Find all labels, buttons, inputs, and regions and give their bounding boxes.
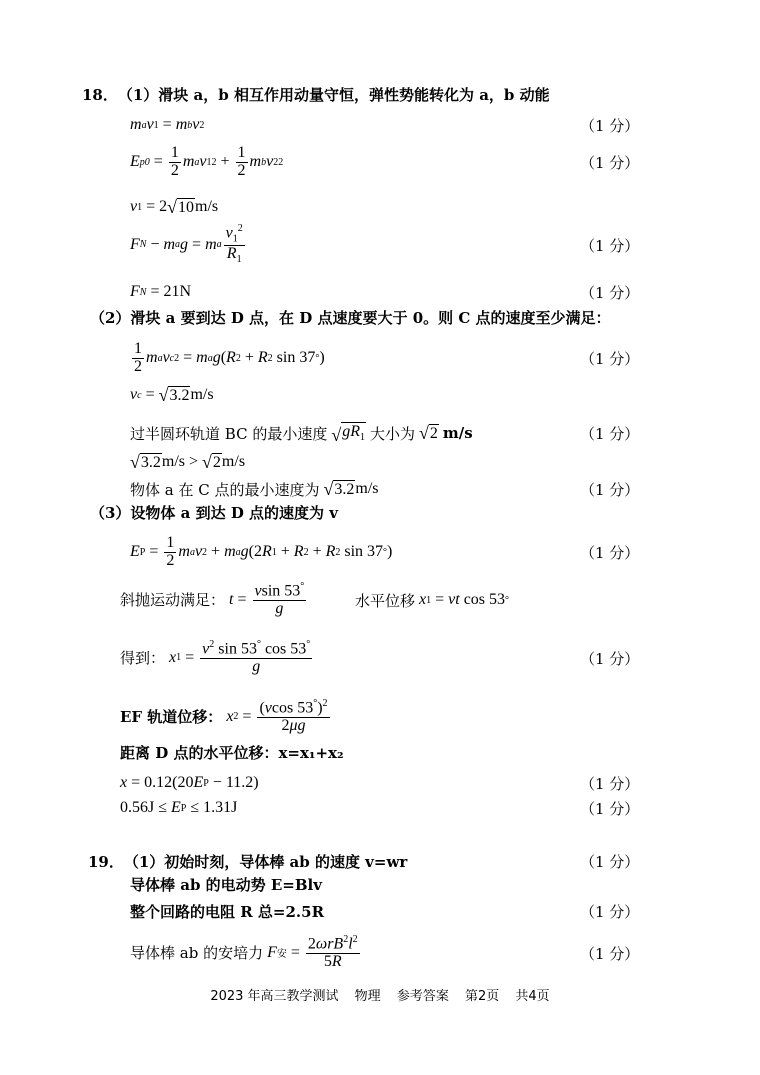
line8-part-b: 大小为 <box>370 424 416 443</box>
q19-line2-text: 导体棒 ab 的电动势 E=Blv <box>130 875 322 894</box>
eq-vc-energy: $\frac{1}{2}$ m a v c 2 = m a g ( R 2 + R 2 sin 37 ° ) <box>134 339 325 375</box>
eq-normal-force: F N − m a g = m a $\frac{v_1^2}{R_1}$ <box>130 223 243 266</box>
score-label: （1 分） <box>580 116 640 135</box>
text-row <box>0 447 760 477</box>
ampere-force: 导体棒 ab 的安培力 F 安 = $\frac{2\omega rB^2l^2}{5R}$ <box>130 934 358 971</box>
eq-vc: v c = √ 3.2 m/s <box>130 385 214 406</box>
equation-row <box>0 222 760 268</box>
score-label: （1 分） <box>580 349 640 368</box>
line14-part-a: EF 轨道位移： <box>120 708 223 727</box>
distance-d: 距离 D 点的水平位移：x=x₁+x₂ <box>120 743 344 762</box>
text-row <box>0 578 760 622</box>
footer-page: 第2页 <box>464 989 500 1004</box>
equation-row <box>0 336 760 380</box>
x1-result: 得到： x 1 = $\frac{v^2 \sin 53^\circ \cos 53^\circ}{g}$ <box>120 639 311 676</box>
q18-p3-head: （3）设物体 a 到达 D 点的速度为 v <box>90 503 338 522</box>
q18-part1-heading <box>0 79 760 109</box>
equation-row <box>0 110 760 140</box>
eq-ep-range: 0.56J ≤ E P ≤ 1.31J <box>120 799 238 816</box>
score-label: （1 分） <box>580 283 640 302</box>
score-label: （1 分） <box>580 236 640 255</box>
line8-part-a: 过半圆环轨道 BC 的最小速度 <box>130 424 328 443</box>
score-label: （1 分） <box>580 852 640 871</box>
footer-title: 2023 年高三教学测试 <box>210 989 339 1004</box>
q19-line2 <box>0 869 760 899</box>
q18-part3-heading <box>0 497 760 527</box>
score-label: （1 分） <box>580 902 640 921</box>
ef-displacement: EF 轨道位移： x 2 = $\frac{(vcos 53^\circ)^2}{2\mu g}$ <box>120 698 328 735</box>
line12-part-b: 水平位移 <box>355 591 416 610</box>
line8-unit: m/s <box>442 424 473 442</box>
equation-row <box>0 192 760 222</box>
text-row <box>0 636 760 680</box>
q18-p1-head: （1）滑块 a，b 相互作用动量守恒，弹性势能转化为 a，b 动能 <box>117 85 550 104</box>
score-label: （1 分） <box>580 480 640 499</box>
projectile-time: 斜抛运动满足： t = $\frac{vsin 53^\circ}{g}$ <box>120 581 305 618</box>
line13-part-a: 得到： <box>120 649 166 668</box>
line4-part-a: 导体棒 ab 的安培力 <box>130 944 264 963</box>
score-label: （1 分） <box>580 799 640 818</box>
eq-ep: E P = $\frac{1}{2}$ m a v 2 + m a g (2 R 1 + R 2 + R 2 sin 37 ° ) <box>130 533 393 569</box>
eq-v1: v 1 = 2 √ 10 m/s <box>130 197 219 218</box>
eq-momentum: m a v 1 = m b v 2 <box>130 116 205 133</box>
score-label: （1 分） <box>580 944 640 963</box>
line12-part-a: 斜抛运动满足： <box>120 591 226 610</box>
eq-x: x = 0.12(20 E P − 11.2) <box>120 774 259 791</box>
q19-line3 <box>0 896 760 926</box>
equation-row <box>0 530 760 574</box>
q19-line4 <box>0 930 760 976</box>
equation-row <box>0 793 760 823</box>
speed-comparison: √ 3.2 m/s > √ 2 m/s <box>130 452 246 473</box>
q18-p2-head: （2）滑块 a 要到达 D 点，在 D 点速度要大于 0。则 C 点的速度至少满足： <box>90 308 611 327</box>
q19-line1-text: （1）初始时刻，导体棒 ab 的速度 v=wr <box>123 852 408 871</box>
line10-text: 物体 a 在 C 点的最小速度为 <box>130 480 320 499</box>
text-row <box>0 737 760 767</box>
equation-row <box>0 140 760 184</box>
footer-subject: 物理 <box>354 989 381 1004</box>
score-label: （1 分） <box>580 649 640 668</box>
q18-number: 18． <box>82 85 118 104</box>
text-row <box>0 694 760 740</box>
min-speed-bc: 过半圆环轨道 BC 的最小速度 √ $gR_1$ 大小为 √ 2 m/s <box>130 423 473 445</box>
footer-total: 共4页 <box>515 989 550 1004</box>
eq-fn-result: F N = 21N <box>130 283 192 300</box>
score-label: （1 分） <box>580 543 640 562</box>
page-footer <box>0 985 760 1004</box>
score-label: （1 分） <box>580 424 640 443</box>
q18-part2-heading <box>0 302 760 332</box>
text-row <box>0 418 760 448</box>
score-label: （1 分） <box>580 153 640 172</box>
equation-row <box>0 380 760 410</box>
min-speed-c: 物体 a 在 C 点的最小速度为 √ 3.2 m/s <box>130 479 379 500</box>
footer-type: 参考答案 <box>396 989 449 1004</box>
score-label: （1 分） <box>580 774 640 793</box>
horizontal-displacement: 水平位移 x 1 = vt cos 53 ° <box>355 591 510 610</box>
q19-number: 19． <box>88 852 124 871</box>
q19-line3-text: 整个回路的电阻 R 总=2.5R <box>130 902 325 921</box>
eq-energy: E p0 = $\frac{1}{2}$ m a v 1 2 + $\frac{1}{2}$ m b v 2 2 <box>130 143 284 179</box>
